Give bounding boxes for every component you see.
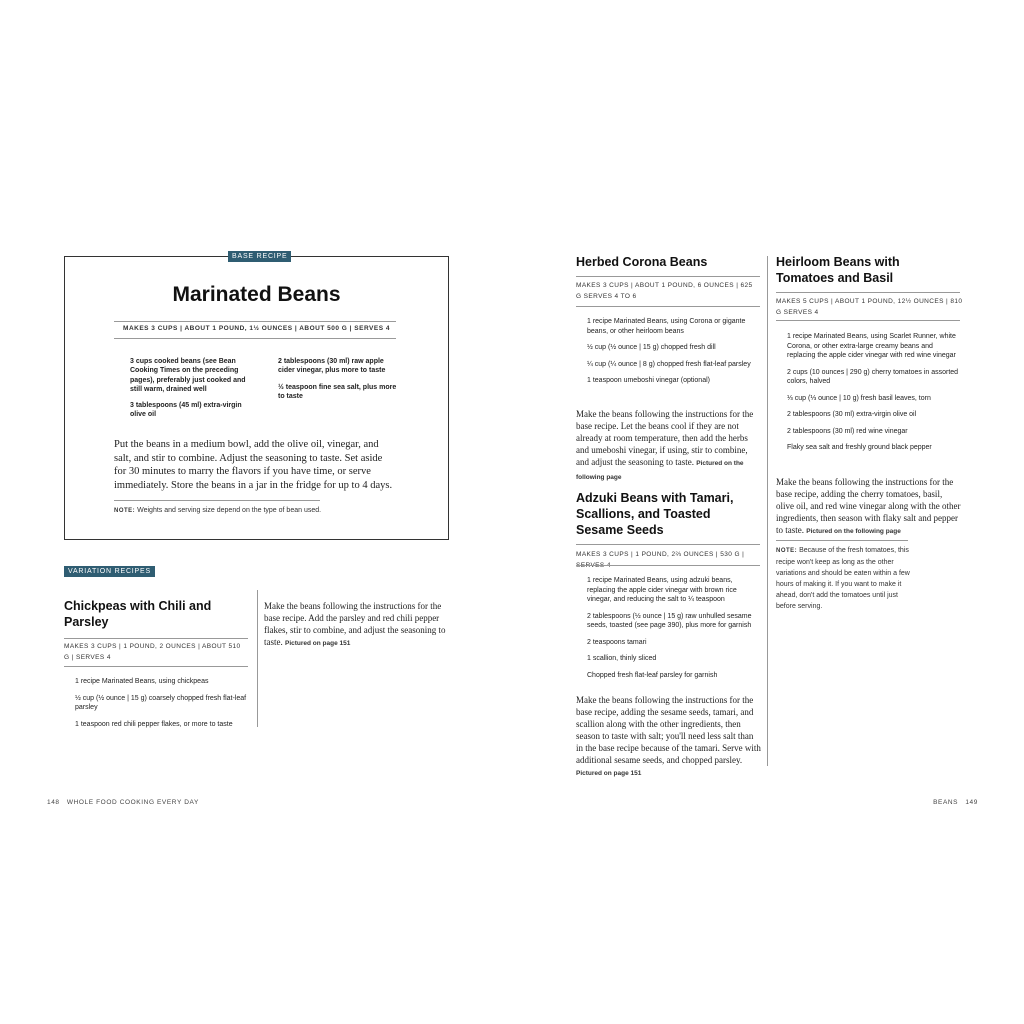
ingredient: 1 recipe Marinated Beans, using Corona or gigante beans, or other heirloom beans	[587, 318, 746, 335]
base-recipe-method: Put the beans in a medium bowl, add the olive oil, vinegar, and salt, and stir to combine. Adjust the seasoning to taste. Set aside for 30 minutes to marry the flavors if you have time, or serve immediately. Store the beans in a jar in the fridge for up to 4 days.	[114, 439, 393, 491]
heirloom-note	[776, 545, 918, 612]
base-recipe-rule	[114, 321, 396, 322]
adzuki-rule-2	[576, 565, 760, 566]
note-label: NOTE:	[114, 508, 136, 514]
herbed-rule	[576, 276, 760, 277]
chickpeas-meta: MAKES 3 CUPS | 1 POUND, 2 OUNCES | ABOUT 510 G | SERVES 4	[64, 643, 241, 661]
heirloom-title: Heirloom Beans with Tomatoes and Basil	[776, 255, 900, 285]
method-text: Make the beans following the instructions for the base recipe, adding the cherry tomatoes, basil, olive oil, and red wine vinegar along with the other ingredients, then season with flaky salt and pepper to taste.	[776, 477, 961, 535]
ingredient: 2 tablespoons (30 ml) extra-virgin olive oil	[787, 411, 917, 418]
adzuki-rule	[576, 544, 760, 545]
heirloom-note-rule	[776, 540, 908, 541]
ingredient: ½ teaspoon fine sea salt, plus more to taste	[278, 383, 397, 400]
adzuki-method	[576, 694, 761, 780]
heirloom-meta: MAKES 5 CUPS | ABOUT 1 POUND, 12½ OUNCES | 810 G SERVES 4	[776, 298, 963, 316]
base-recipe-title: Marinated Beans	[172, 283, 341, 306]
variation-recipes-tag: VARIATION RECIPES	[64, 566, 155, 577]
herbed-method	[576, 408, 761, 484]
pictured-ref: Pictured on page 151	[285, 640, 351, 647]
ingredient: 2 teaspoons tamari	[587, 638, 647, 646]
ingredient: 1 teaspoon umeboshi vinegar (optional)	[587, 377, 710, 384]
base-ingredients-col2	[278, 357, 402, 408]
ingredient: 1 scallion, thinly sliced	[587, 655, 657, 662]
adzuki-ingredients	[587, 576, 762, 687]
running-head: BEANS	[933, 799, 959, 806]
chickpeas-rule-2	[64, 666, 248, 667]
ingredient: ¼ cup (¼ ounce | 8 g) chopped fresh flat-leaf parsley	[587, 360, 751, 368]
ingredient: 1 teaspoon red chili pepper flakes, or more to taste	[75, 720, 233, 728]
method-text: Make the beans following the instructions for the base recipe. Let the beans cool if they are not already at room temperature, then add the herbs and umeboshi vinegar, if using, stir to combine, and adjust the seasoning to taste.	[576, 409, 754, 467]
adzuki-title: Adzuki Beans with Tamari, Scallions, and Toasted Sesame Seeds	[576, 491, 734, 537]
note-label: NOTE:	[776, 548, 798, 554]
ingredient: 2 tablespoons (½ ounce | 15 g) raw unhulled sesame seeds, toasted (see page 390), plus more for garnish	[587, 612, 752, 629]
herbed-meta: MAKES 3 CUPS | ABOUT 1 POUND, 6 OUNCES | 625 G SERVES 4 TO 6	[576, 282, 753, 300]
pictured-ref: Pictured on page 151	[576, 770, 642, 777]
right-folio	[900, 799, 978, 806]
adzuki-meta: MAKES 3 CUPS | 1 POUND, 2⅔ OUNCES | 530 G | SERVES 4	[576, 551, 745, 569]
note-text: Because of the fresh tomatoes, this recipe won't keep as long as the other variations and should be eaten within a few hours of making it. If you want to make it ahead, don't add the tomatoes until just before serving.	[776, 547, 910, 610]
chickpeas-rule	[64, 638, 248, 639]
column-divider-right	[767, 256, 768, 766]
heirloom-method	[776, 476, 961, 538]
ingredient: ⅓ cup (⅓ ounce | 10 g) fresh basil leaves, torn	[787, 394, 931, 402]
method-text: Make the beans following the instructions for the base recipe. Add the parsley and red chili pepper flakes, stir to combine, and adjust the seasoning to taste.	[264, 601, 446, 647]
ingredient: 1 recipe Marinated Beans, using chickpeas	[75, 678, 209, 685]
note-text: Weights and serving size depend on the type of bean used.	[137, 507, 322, 514]
ingredient: 1 recipe Marinated Beans, using adzuki beans, replacing the apple cider vinegar with brown rice vinegar, and reducing the salt to ¼ teaspoon	[587, 577, 737, 603]
herbed-ingredients	[587, 317, 755, 393]
ingredient: Flaky sea salt and freshly ground black pepper	[787, 444, 932, 451]
base-note-rule	[114, 500, 320, 501]
running-head: WHOLE FOOD COOKING EVERY DAY	[66, 799, 199, 806]
heirloom-rule-2	[776, 320, 960, 321]
base-recipe-rule-2	[114, 338, 396, 339]
ingredient: Chopped fresh flat-leaf parsley for garnish	[587, 671, 718, 679]
herbed-rule-2	[576, 306, 760, 307]
column-divider	[257, 590, 258, 727]
base-recipe-tag: BASE RECIPE	[228, 251, 291, 262]
base-recipe-meta: MAKES 3 CUPS | ABOUT 1 POUND, 1½ OUNCES | ABOUT 500 G | SERVES 4	[123, 325, 390, 332]
herbed-title: Herbed Corona Beans	[576, 255, 708, 269]
pictured-ref: Pictured on the following page	[806, 528, 901, 535]
base-ingredients-col1	[130, 357, 254, 427]
base-recipe-note	[114, 505, 354, 517]
ingredient: 2 cups (10 ounces | 290 g) cherry tomatoes in assorted colors, halved	[787, 368, 959, 385]
left-folio	[47, 799, 199, 806]
heirloom-rule	[776, 292, 960, 293]
ingredient: 1 recipe Marinated Beans, using Scarlet Runner, white Corona, or other extra-large creamy beans and replacing the apple cider vinegar with red wine vinegar	[787, 333, 956, 359]
page-number: 149	[965, 799, 978, 806]
ingredient: ½ cup (½ ounce | 15 g) coarsely chopped fresh flat-leaf parsley	[75, 694, 247, 711]
ingredient: 2 tablespoons (30 ml) raw apple cider vinegar, plus more to taste	[278, 358, 386, 375]
chickpeas-title: Chickpeas with Chili and Parsley	[64, 599, 212, 629]
ingredient: 3 cups cooked beans (see Bean Cooking Times on the preceding pages), preferably just cooked and still warm, drained well	[130, 358, 246, 393]
chickpeas-ingredients	[75, 677, 247, 736]
heirloom-ingredients	[787, 332, 959, 460]
method-text: Make the beans following the instructions for the base recipe, adding the sesame seeds, tamari, and scallion along with the other ingredients, then season to taste with salt; you'll need less salt than in the base recipe because of the tamari. Serve with additional sesame seeds, and chopped parsley.	[576, 695, 761, 765]
page-number: 148	[47, 799, 60, 806]
pictured-ref: Pictured on the following page	[576, 460, 744, 481]
ingredient: ½ cup (½ ounce | 15 g) chopped fresh dill	[587, 344, 716, 351]
ingredient: 2 tablespoons (30 ml) red wine vinegar	[787, 427, 908, 435]
ingredient: 3 tablespoons (45 ml) extra-virgin olive oil	[130, 402, 242, 419]
chickpeas-method	[264, 600, 446, 650]
